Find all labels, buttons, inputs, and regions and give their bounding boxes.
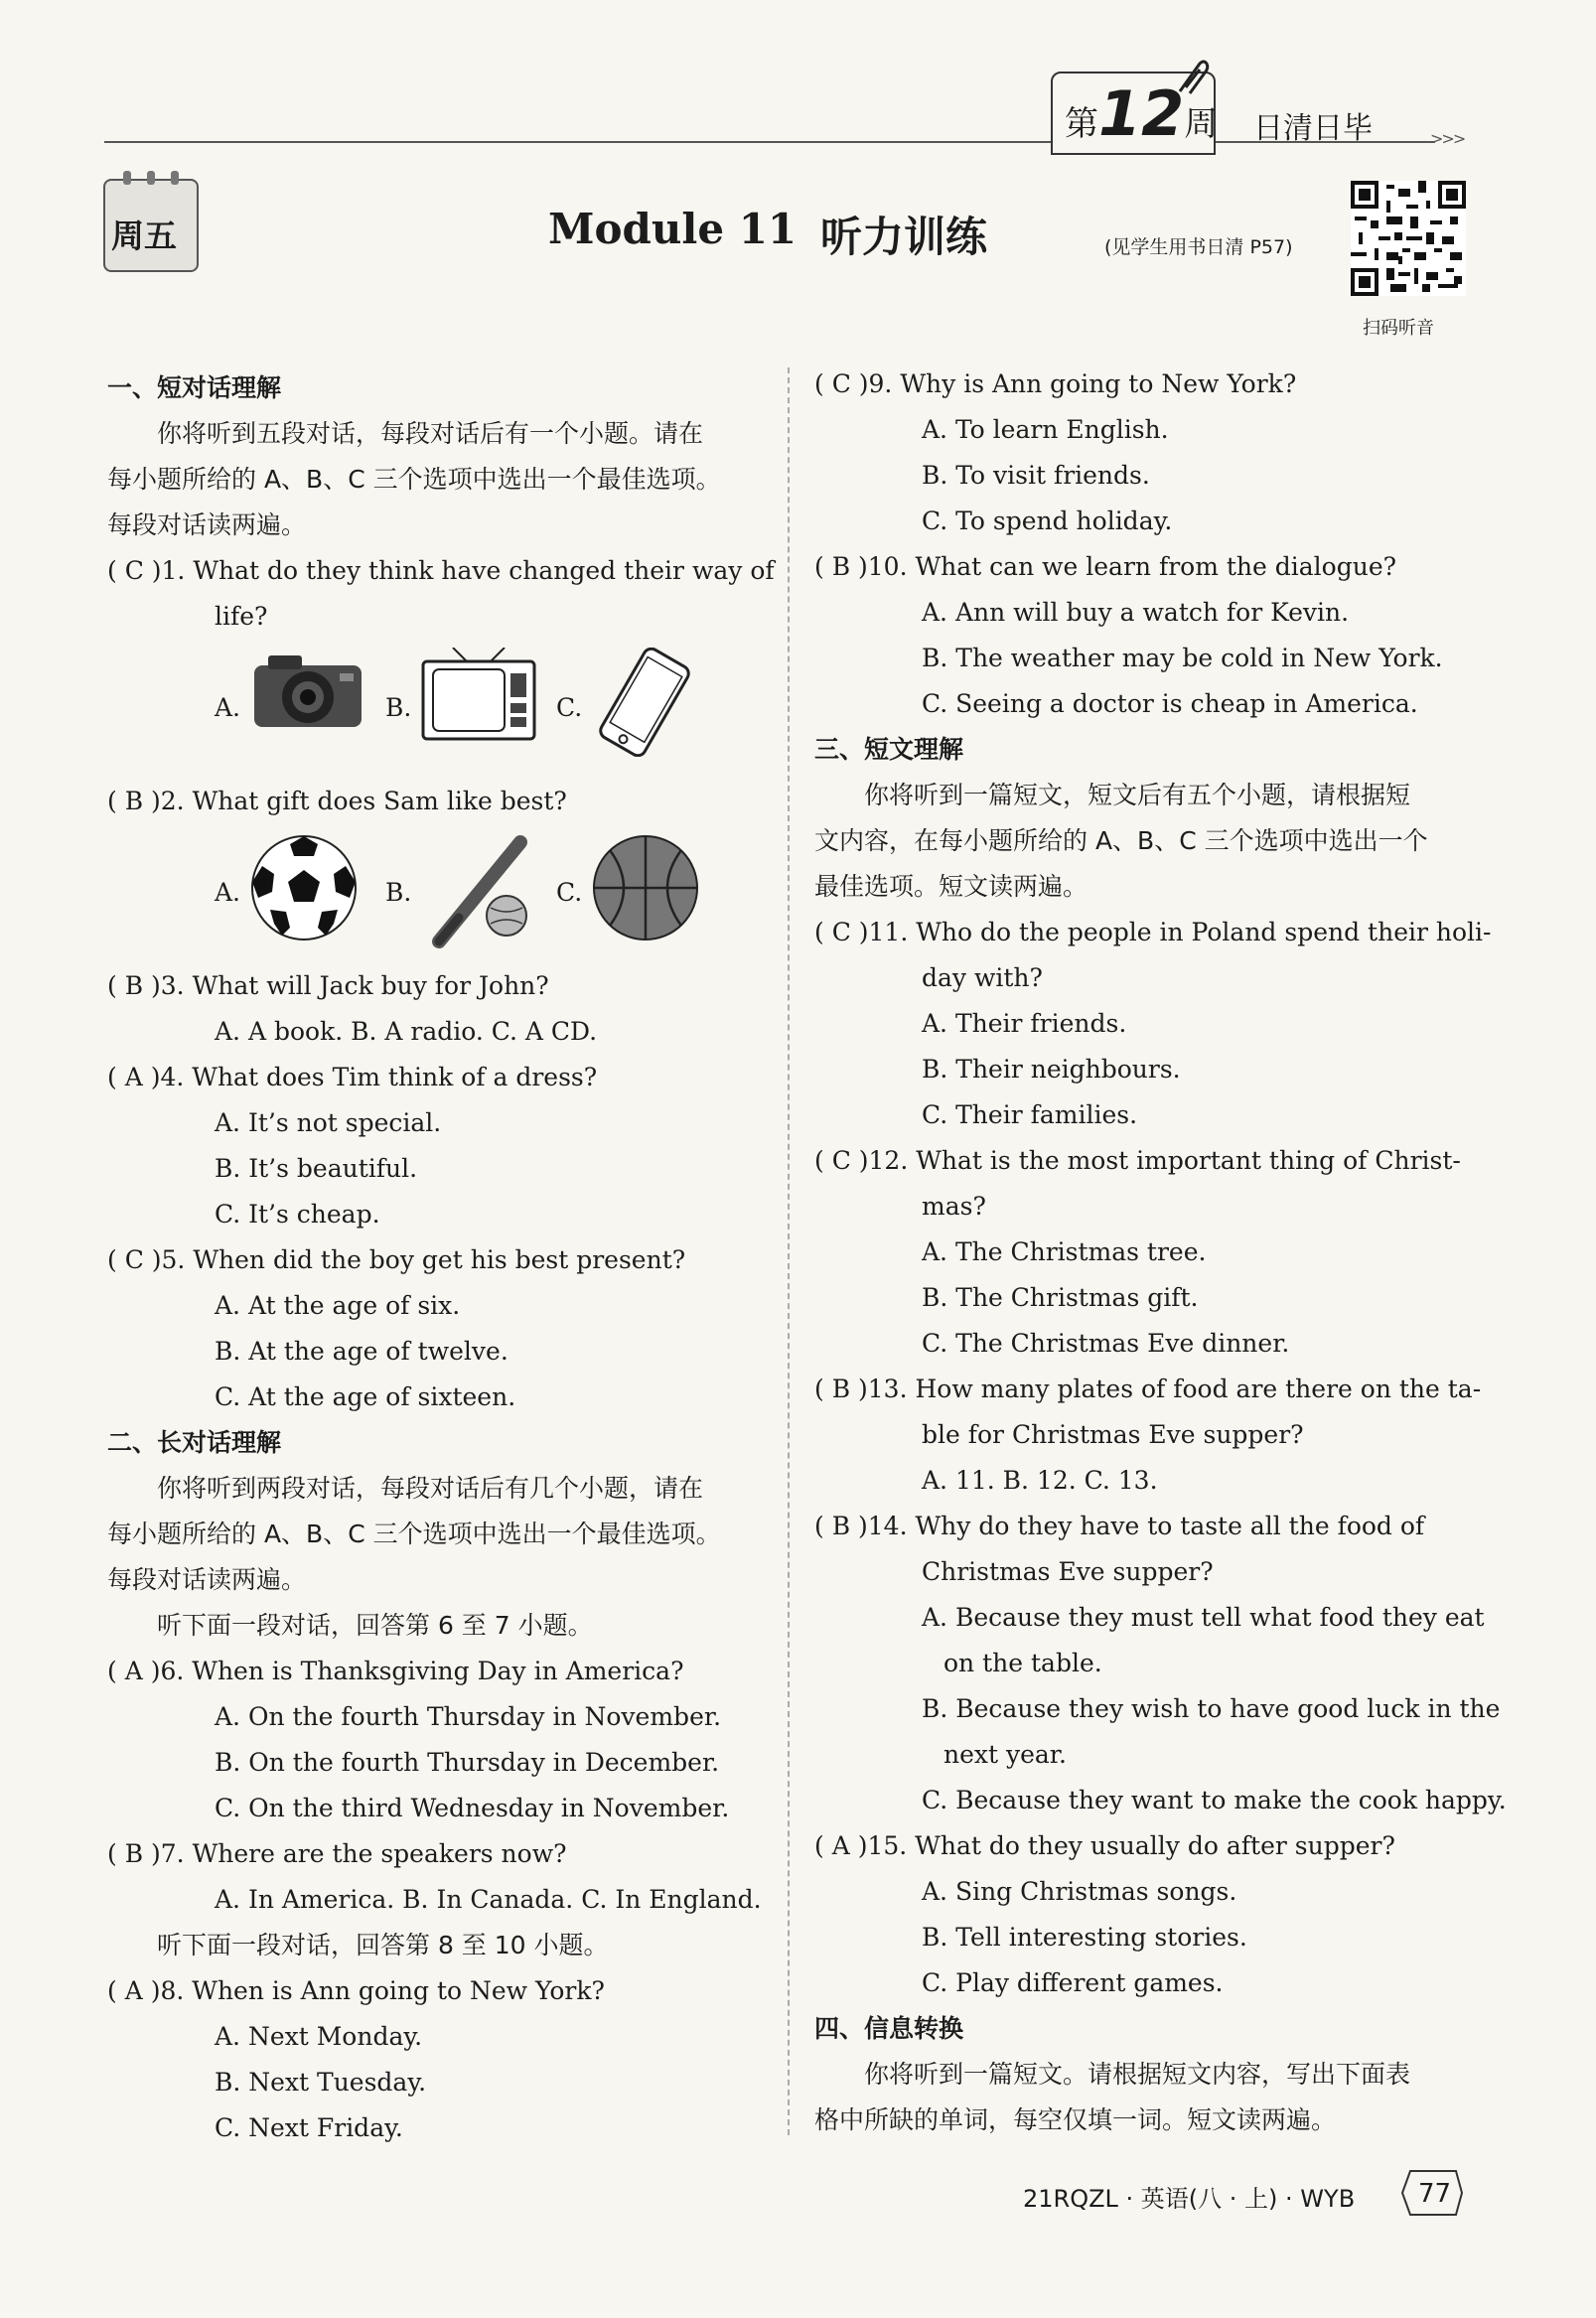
question-continued: Christmas Eve supper?	[922, 1557, 1214, 1586]
daily-label: 日清日毕	[1253, 111, 1373, 146]
qr-code-icon[interactable]	[1351, 181, 1466, 296]
paper-clip-icon	[1172, 58, 1212, 97]
answer-option: C. Their families.	[922, 1100, 1138, 1129]
question: ( A )8. When is Ann going to New York?	[107, 1976, 605, 2005]
answer-option: C. The Christmas Eve dinner.	[922, 1329, 1290, 1358]
day-label: 周五	[111, 217, 177, 255]
answer-option: B. The weather may be cold in New York.	[922, 644, 1443, 672]
question-continued: mas?	[922, 1192, 986, 1221]
answer-option: B. At the age of twelve.	[215, 1337, 508, 1366]
question: ( A )4. What does Tim think of a dress?	[107, 1063, 598, 1091]
answer-option: C. Seeing a doctor is cheap in America.	[922, 689, 1418, 718]
answer-option: A. On the fourth Thursday in November.	[215, 1702, 722, 1731]
instruction-text: 每小题所给的 A、B、C 三个选项中选出一个最佳选项。	[107, 1520, 721, 1548]
answer-option: B. Next Tuesday.	[215, 2068, 427, 2097]
question: ( C )9. Why is Ann going to New York?	[814, 369, 1297, 398]
section-heading: 二、长对话理解	[107, 1428, 282, 1457]
answer-option: A. In America. B. In Canada. C. In England.	[215, 1885, 762, 1914]
question-continued: ble for Christmas Eve supper?	[922, 1420, 1304, 1449]
section-heading: 一、短对话理解	[107, 373, 282, 402]
week-suffix: 周	[1184, 104, 1219, 144]
question-continued: day with?	[922, 963, 1043, 992]
section-heading: 三、短文理解	[814, 735, 964, 764]
answer-option: C. Play different games.	[922, 1968, 1224, 1997]
header-rule	[104, 141, 1435, 143]
answer-option: A. It’s not special.	[215, 1108, 442, 1137]
answer-option: A. Because they must tell what food they eat	[922, 1603, 1485, 1632]
page-number: 77	[1418, 2179, 1452, 2209]
week-prefix: 第	[1065, 104, 1098, 144]
question: ( C )1. What do they think have changed their way of	[107, 556, 775, 585]
instruction-text: 每段对话读两遍。	[107, 510, 307, 539]
answer-option: A. Their friends.	[922, 1009, 1127, 1038]
qr-label: 扫码听音	[1363, 318, 1434, 339]
instruction-text: 最佳选项。短文读两遍。	[814, 872, 1088, 901]
answer-option: A. Sing Christmas songs.	[922, 1877, 1237, 1906]
picture-option-label: C.	[556, 878, 583, 907]
answer-option: A. A book. B. A radio. C. A CD.	[215, 1017, 598, 1046]
answer-option: B. The Christmas gift.	[922, 1283, 1199, 1312]
question: ( B )7. Where are the speakers now?	[107, 1839, 567, 1868]
question-continued: life?	[215, 602, 268, 631]
answer-option: C. On the third Wednesday in November.	[215, 1794, 730, 1822]
instruction-text: 听下面一段对话，回答第 6 至 7 小题。	[107, 1611, 593, 1640]
question: ( A )6. When is Thanksgiving Day in America?	[107, 1657, 684, 1685]
instruction-text: 每段对话读两遍。	[107, 1565, 307, 1594]
answer-option: B. It’s beautiful.	[215, 1154, 418, 1183]
question: ( B )3. What will Jack buy for John?	[107, 971, 549, 1000]
answer-option: A. To learn English.	[922, 415, 1169, 444]
baseball-bat-icon	[419, 832, 538, 966]
reference-note: (见学生用书日清 P57)	[1104, 236, 1293, 258]
instruction-text: 你将听到一篇短文。请根据短文内容，写出下面表	[814, 2060, 1411, 2089]
column-divider	[788, 367, 790, 2135]
answer-option: A. Next Monday.	[215, 2022, 423, 2051]
answer-option: C. Next Friday.	[215, 2113, 403, 2142]
question: ( B )10. What can we learn from the dialogue?	[814, 552, 1397, 581]
instruction-text: 每小题所给的 A、B、C 三个选项中选出一个最佳选项。	[107, 465, 721, 494]
picture-option-label: A.	[215, 693, 241, 722]
instruction-text: 你将听到两段对话，每段对话后有几个小题，请在	[107, 1474, 704, 1503]
answer-option: C. At the age of sixteen.	[215, 1382, 516, 1411]
arrows-icon: >>>	[1430, 129, 1465, 148]
week-number: 12	[1098, 77, 1185, 150]
answer-option-continued: next year.	[943, 1740, 1067, 1769]
answer-option: C. Because they want to make the cook happy.	[922, 1786, 1507, 1814]
answer-option: B. Their neighbours.	[922, 1055, 1181, 1084]
camera-icon	[248, 648, 367, 746]
tv-icon	[419, 648, 538, 762]
instruction-text: 听下面一段对话，回答第 8 至 10 小题。	[107, 1931, 609, 1959]
question: ( B )13. How many plates of food are there on the ta-	[814, 1375, 1482, 1403]
answer-option: B. Because they wish to have good luck in the	[922, 1694, 1501, 1723]
question: ( B )14. Why do they have to taste all the food of	[814, 1512, 1425, 1540]
instruction-text: 你将听到一篇短文，短文后有五个小题，请根据短	[814, 781, 1411, 809]
calendar-rings-icon	[119, 171, 183, 185]
answer-option: B. On the fourth Thursday in December.	[215, 1748, 720, 1777]
question: ( A )15. What do they usually do after supper?	[814, 1831, 1395, 1860]
picture-option-label: B.	[385, 878, 412, 907]
picture-option-label: A.	[215, 878, 241, 907]
answer-option: C. It’s cheap.	[215, 1200, 380, 1229]
answer-option: A. 11. B. 12. C. 13.	[922, 1466, 1158, 1495]
answer-option: C. To spend holiday.	[922, 507, 1173, 535]
phone-icon	[590, 648, 699, 772]
instruction-text: 你将听到五段对话，每段对话后有一个小题。请在	[107, 419, 704, 448]
question: ( C )5. When did the boy get his best present?	[107, 1245, 686, 1274]
answer-option: A. At the age of six.	[215, 1291, 461, 1320]
instruction-text: 文内容，在每小题所给的 A、B、C 三个选项中选出一个	[814, 826, 1428, 855]
answer-option: A. Ann will buy a watch for Kevin.	[922, 598, 1350, 627]
soccer-ball-icon	[248, 832, 360, 958]
instruction-text: 格中所缺的单词，每空仅填一词。短文读两遍。	[814, 2105, 1337, 2134]
picture-option-label: C.	[556, 693, 583, 722]
basketball-icon	[590, 832, 701, 958]
page-title: Module 11	[548, 205, 798, 253]
question: ( C )11. Who do the people in Poland spend their holi-	[814, 918, 1492, 946]
answer-option: B. Tell interesting stories.	[922, 1923, 1247, 1952]
answer-option: A. The Christmas tree.	[922, 1237, 1207, 1266]
footer-code: 21RQZL · 英语(八 · 上) · WYB	[1023, 2185, 1356, 2213]
answer-option-continued: on the table.	[943, 1649, 1102, 1677]
answer-option: B. To visit friends.	[922, 461, 1150, 490]
question: ( C )12. What is the most important thing of Christ-	[814, 1146, 1461, 1175]
section-heading: 四、信息转换	[814, 2014, 964, 2043]
page-title-cn: 听力训练	[820, 213, 988, 261]
question: ( B )2. What gift does Sam like best?	[107, 787, 567, 815]
picture-option-label: B.	[385, 693, 412, 722]
